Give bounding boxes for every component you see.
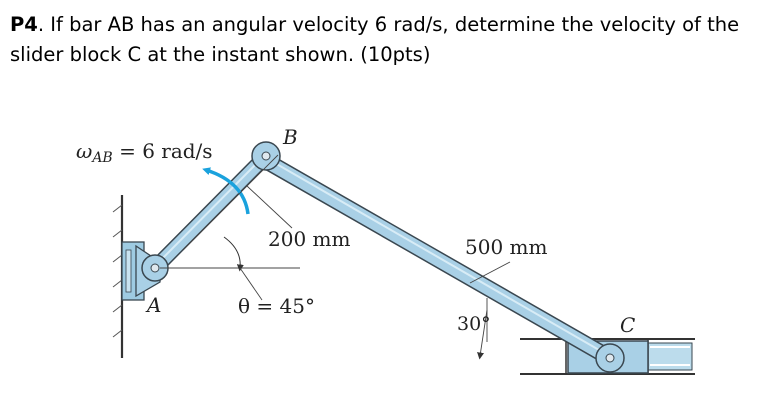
label-point-a: A	[147, 293, 162, 317]
pin-c	[596, 344, 624, 372]
theta-arc	[224, 237, 240, 268]
omega-label	[76, 139, 213, 166]
problem-number: P4	[10, 13, 38, 36]
label-point-b: B	[283, 125, 298, 149]
omega-symbol: ω	[76, 139, 93, 163]
label-length-bc: 500 mm	[465, 235, 548, 259]
bar-bc-highlight	[261, 155, 606, 354]
omega-subscript: AB	[92, 150, 113, 166]
bar-ab	[150, 151, 271, 273]
label-theta: θ = 45°	[238, 294, 315, 318]
label-angle-c: 30°	[457, 313, 491, 335]
pin-b	[252, 142, 280, 170]
omega-value: = 6 rad/s	[112, 139, 213, 163]
label-length-ab: 200 mm	[268, 227, 351, 251]
problem-text: . If bar AB has an angular velocity 6 rad/s, determine the velocity of the slider block C at the instant shown. (10pts)	[10, 13, 740, 66]
dimension-line-ab	[183, 155, 278, 250]
dimension-leader-ab	[247, 186, 292, 228]
wall-support	[113, 195, 122, 358]
label-point-c: C	[620, 313, 636, 337]
